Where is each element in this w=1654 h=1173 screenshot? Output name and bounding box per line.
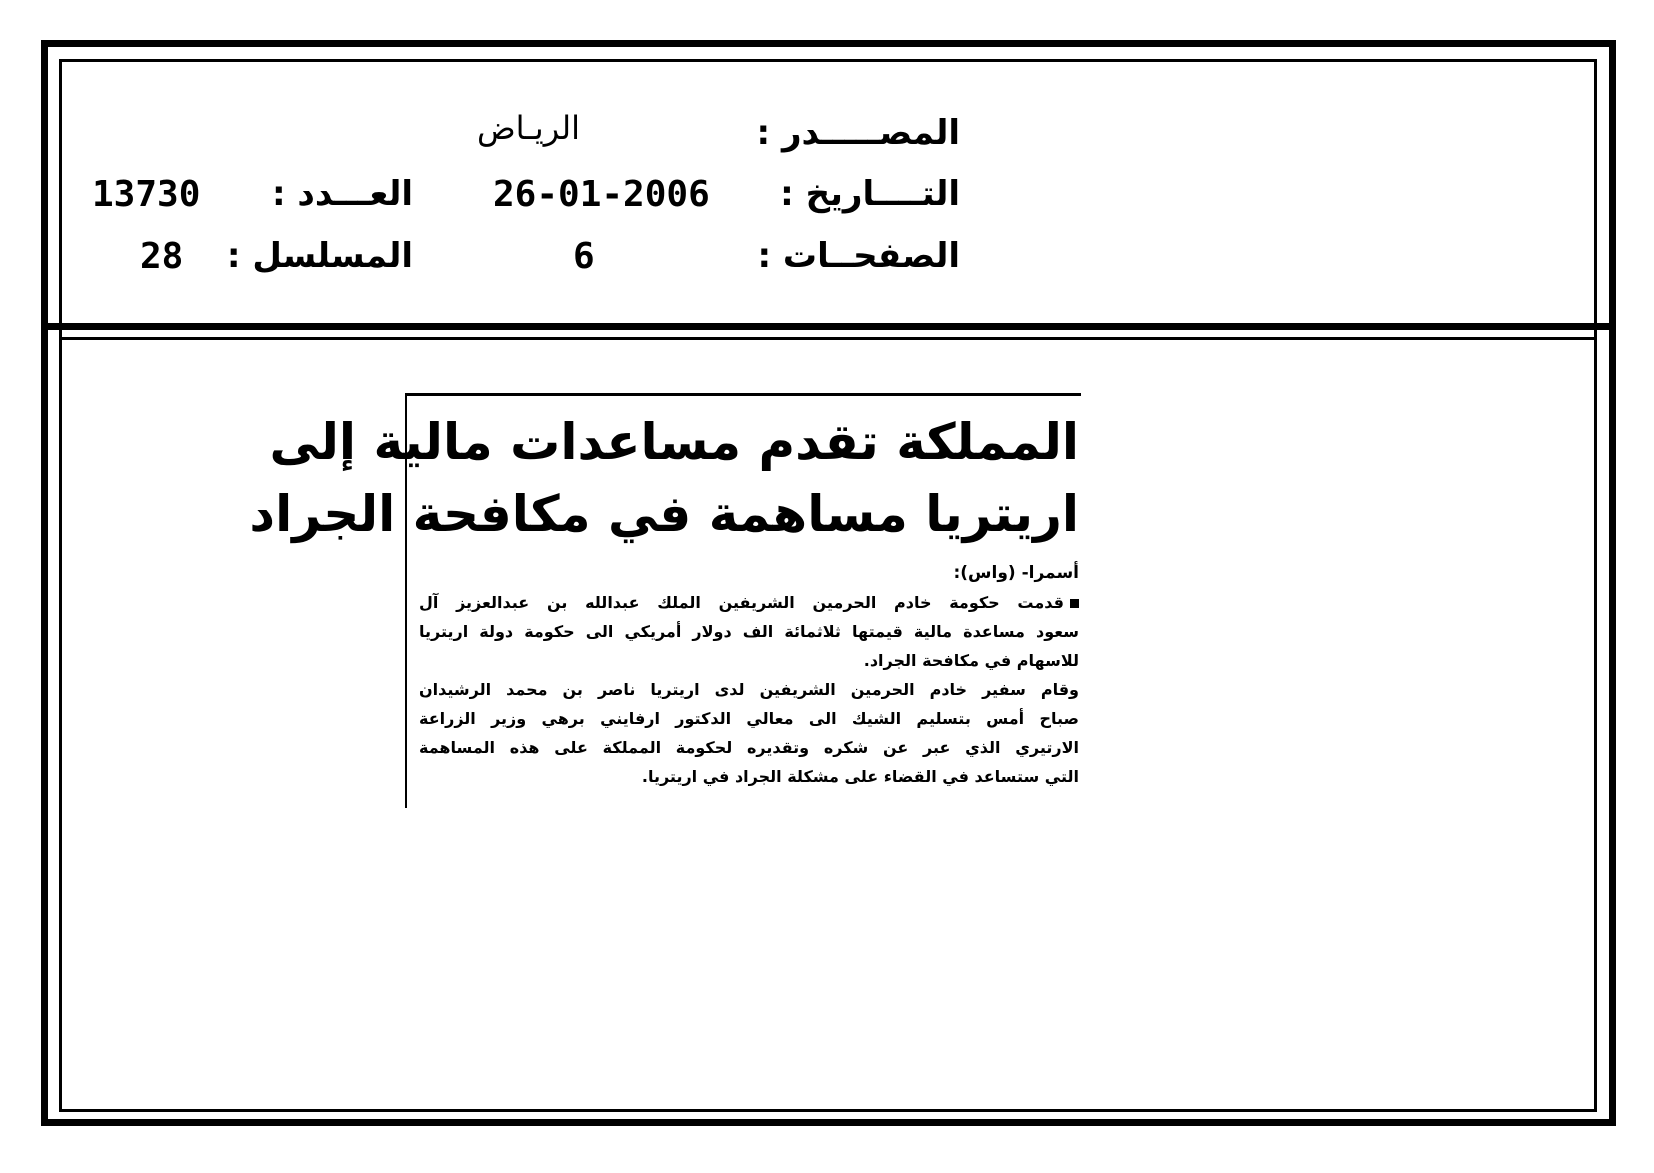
article-top-rule [405,393,1081,396]
headline-line-1: المملكة تقدم مساعدات مالية إلى [269,413,1079,471]
pages-label: الصفحــات : [757,236,960,276]
serial-label: المسلسل : [226,236,413,276]
body-line: سعود مساعدة مالية قيمتها ثلاثمائة الف دولار أمريكي الى حكومة دولة اريتريا [419,622,1079,641]
source-value: الريـاض [476,109,580,147]
date-value: 26-01-2006 [493,174,710,215]
body-line: وقام سفير خادم الحرمين الشريفين لدى اريتريا ناصر بن محمد الرشيدان [419,680,1079,699]
body-line: للاسهام في مكافحة الجراد. [863,651,1079,670]
article-dateline: أسمرا- (واس): [953,563,1079,583]
serial-value: 28 [140,236,184,277]
body-line: التي ستساعد في القضاء على مشكلة الجراد في اريتريا. [641,767,1079,786]
header-divider [48,323,1609,330]
header-divider-thin [59,337,1597,340]
source-label: المصـــــدر : [756,113,960,153]
headline-line-2: اريتريا مساهمة في مكافحة الجراد [249,485,1079,543]
body-line: الارتيري الذي عبر عن شكره وتقديره لحكومة المملكة على هذه المساهمة [419,738,1079,757]
issue-label: العـــدد : [272,174,413,214]
pages-value: 6 [573,236,595,277]
body-line: قدمت حكومة خادم الحرمين الشريفين الملك عبدالله بن عبدالعزيز آل [419,595,1079,611]
issue-value: 13730 [92,174,201,215]
date-label: التــــاريخ : [780,174,960,214]
bullet-square-icon [1070,599,1079,608]
article-clipping [249,393,1085,808]
body-line: صباح أمس بتسليم الشيك الى معالي الدكتور ارفايني برهي وزير الزراعة [419,709,1079,728]
